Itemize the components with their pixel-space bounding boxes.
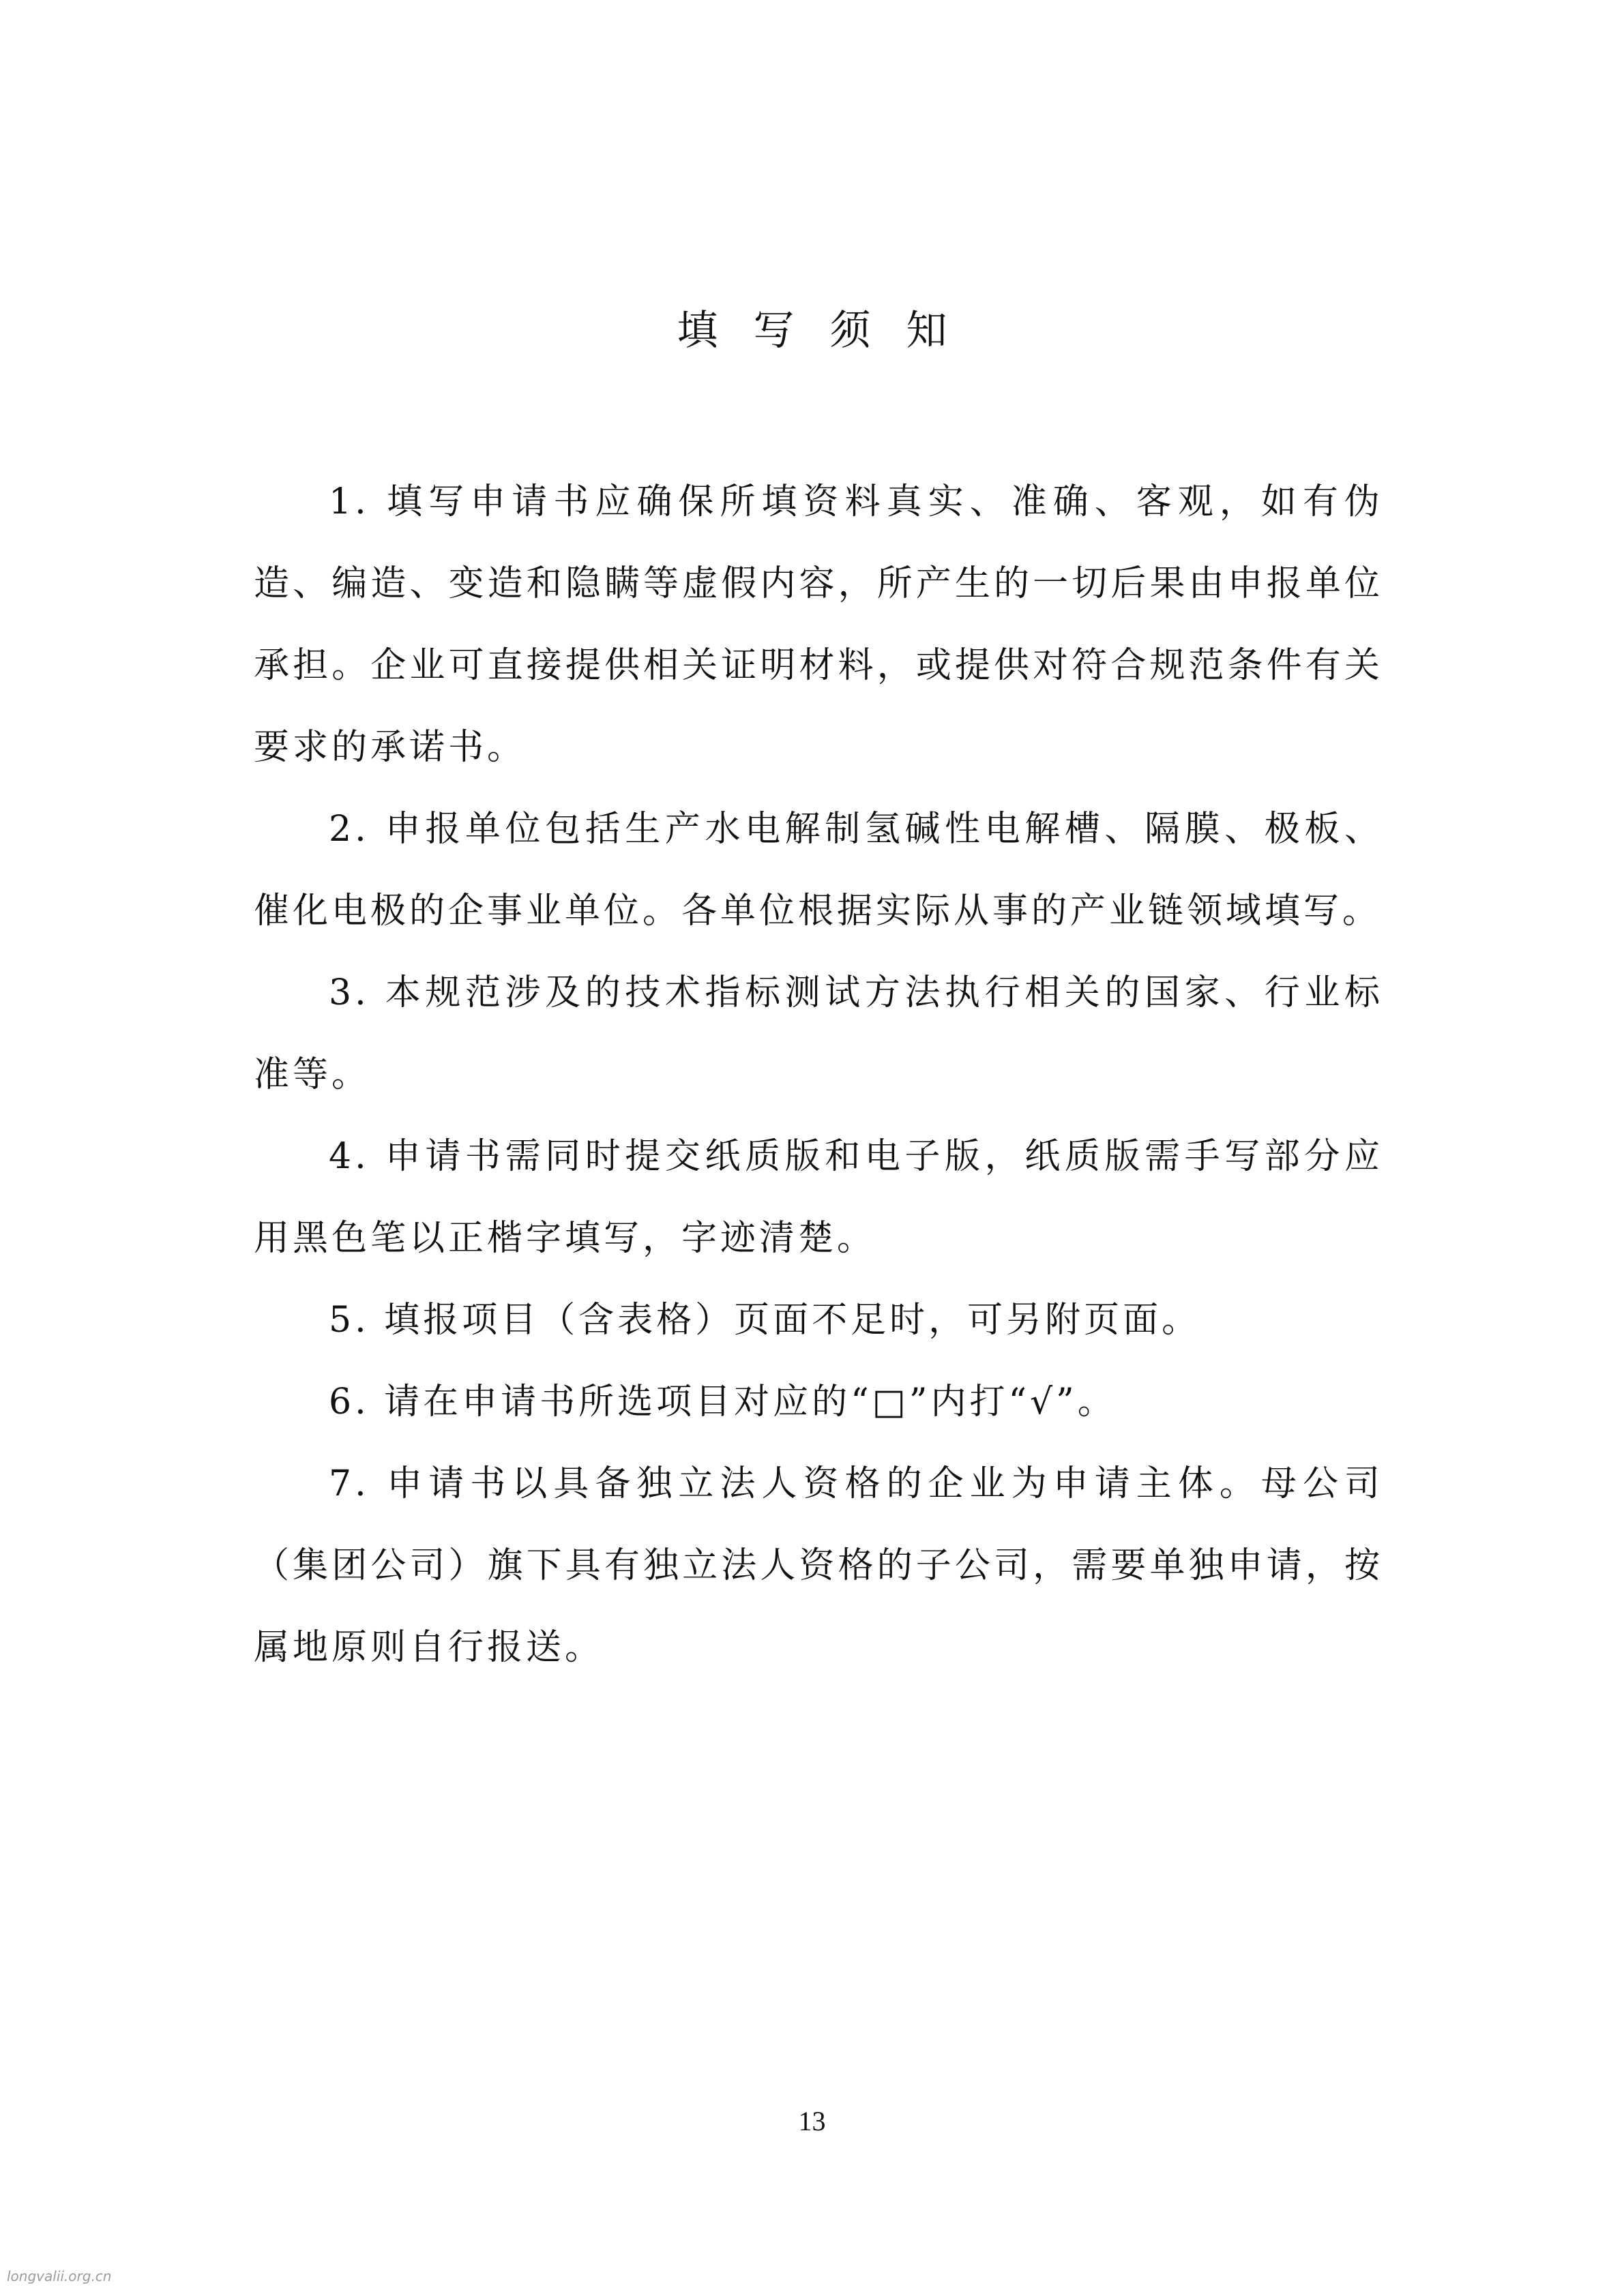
instructions-body — [254, 461, 1383, 1688]
instruction-paragraph-7: 7. 申请书以具备独立法人资格的企业为申请主体。母公司（集团公司）旗下具有独立法人资格的子公司，需要单独申请，按属地原则自行报送。 — [254, 1463, 1383, 1668]
instruction-paragraph-3: 3. 本规范涉及的技术指标测试方法执行相关的国家、行业标准等。 — [254, 972, 1383, 1095]
instruction-paragraph-1: 1. 填写申请书应确保所填资料真实、准确、客观，如有伪造、编造、变造和隐瞒等虚假内容，所产生的一切后果由申报单位承担。企业可直接提供相关证明材料，或提供对符合规范条件有关要求的承诺书。 — [254, 481, 1383, 768]
page-number: 13 — [798, 2106, 826, 2136]
instruction-paragraph-6: 6. 请在申请书所选项目对应的“□”内打“√”。 — [329, 1382, 1117, 1422]
instruction-paragraph-5: 5. 填报项目（含表格）页面不足时，可另附页面。 — [329, 1300, 1201, 1341]
page-title: 填写须知 — [677, 307, 983, 355]
instruction-paragraph-4: 4. 申请书需同时提交纸质版和电子版，纸质版需手写部分应用黑色笔以正楷字填写，字迹清楚。 — [254, 1136, 1383, 1259]
watermark-text: longvalii.org.cn — [7, 2268, 112, 2284]
instruction-paragraph-2: 2. 申报单位包括生产水电解制氢碱性电解槽、隔膜、极板、催化电极的企事业单位。各单位根据实际从事的产业链领域填写。 — [254, 809, 1383, 931]
